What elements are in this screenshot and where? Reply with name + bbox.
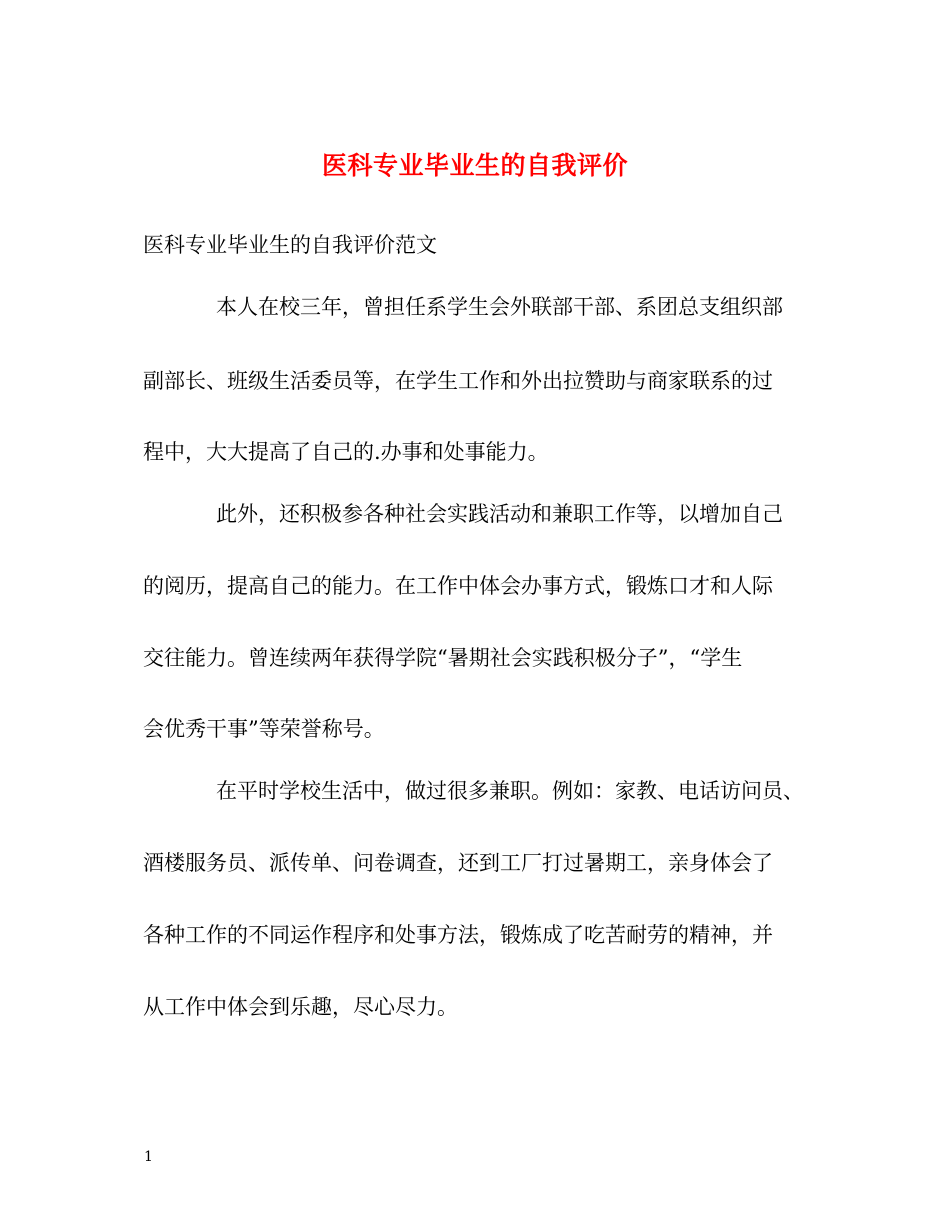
paragraph-line: 酒楼服务员、派传单、问卷调查，还到工厂打过暑期工，亲身体会了 [143,851,773,875]
paragraph-line: 程中，大大提高了自己的.办事和处事能力。 [143,440,549,464]
paragraph-line: 从工作中体会到乐趣，尽心尽力。 [143,995,458,1019]
paragraph-line: 的阅历，提高自己的能力。在工作中体会办事方式，锻炼口才和人际 [143,574,773,598]
paragraph-line: 会优秀干事”等荣誉称号。 [143,717,385,741]
paragraph-line: 交往能力。曾连续两年获得学院“暑期社会实践积极分子”，“学生 [143,646,743,670]
paragraph-line: 副部长、班级生活委员等，在学生工作和外出拉赞助与商家联系的过 [143,369,773,393]
paragraph-line: 各种工作的不同运作程序和处事方法，锻炼成了吃苦耐劳的精神，并 [143,923,773,947]
document-subtitle: 医科专业毕业生的自我评价范文 [143,233,437,257]
paragraph-line: 在平时学校生活中，做过很多兼职。例如：家教、电话访问员、 [216,779,804,803]
paragraph-line: 此外，还积极参各种社会实践活动和兼职工作等，以增加自己 [216,502,783,526]
document-title: 医科专业毕业生的自我评价 [321,151,628,180]
paragraph-line: 本人在校三年，曾担任系学生会外联部干部、系团总支组织部 [216,295,783,319]
page-number: 1 [144,1149,153,1165]
